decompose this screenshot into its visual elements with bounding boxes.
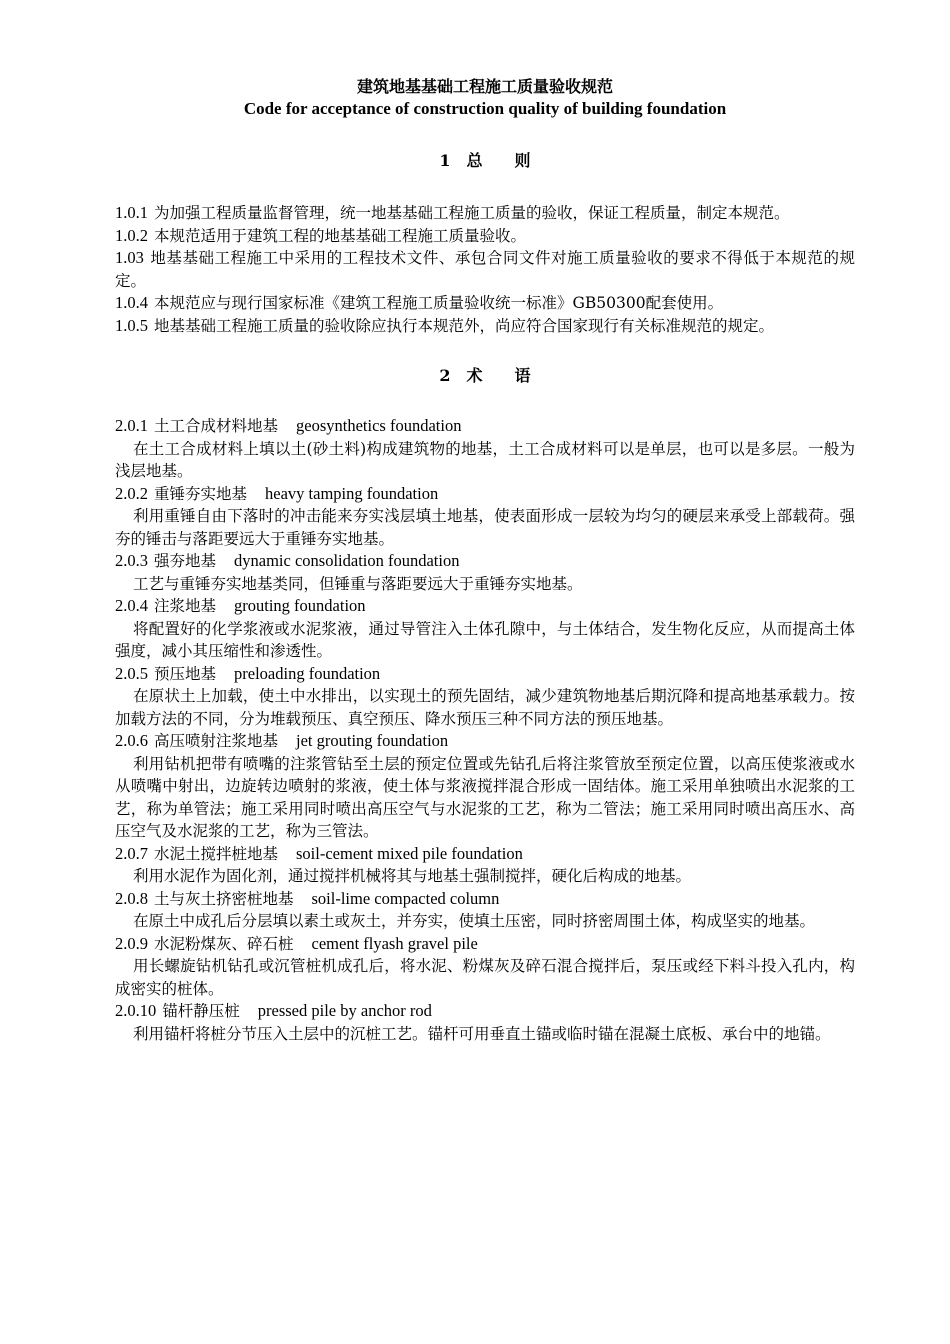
clause-1-0-5 xyxy=(115,315,855,338)
term-chinese: 高压喷射注浆地基 xyxy=(154,732,279,750)
term-2-0-9 xyxy=(115,933,855,956)
clause-text: 地基基础工程施工质量的验收除应执行本规范外，尚应符合国家现行有关标准规范的规定。 xyxy=(154,316,775,335)
clause-number: 1.0.4 xyxy=(115,293,148,312)
clause-text: 本规范适用于建筑工程的地基基础工程施工质量验收。 xyxy=(154,226,527,245)
term-english: grouting foundation xyxy=(234,596,366,615)
document-page xyxy=(115,76,855,1045)
term-number: 2.0.5 xyxy=(115,663,148,683)
term-number: 2.0.3 xyxy=(115,551,148,570)
term-2-0-10 xyxy=(115,1000,855,1023)
term-2-0-2 xyxy=(115,483,855,506)
clause-text: 为加强工程质量监督管理，统一地基基础工程施工质量的验收，保证工程质量，制定本规范。 xyxy=(154,204,790,222)
term-2-0-6 xyxy=(115,730,855,753)
term-chinese: 水泥粉煤灰、碎石桩 xyxy=(154,934,294,953)
term-chinese: 重锤夯实地基 xyxy=(154,484,248,503)
term-english: pressed pile by anchor rod xyxy=(257,1001,432,1020)
term-2-0-4 xyxy=(115,595,855,618)
term-number: 2.0.4 xyxy=(115,596,148,615)
term-english: cement flyash gravel pile xyxy=(311,933,478,953)
chapter-1-heading: 1 总 则 xyxy=(439,151,531,170)
term-definition: 在土工合成材料上填以土(砂土料)构成建筑物的地基，土工合成材料可以是单层，也可以是多层。一般为浅层地基。 xyxy=(115,439,855,480)
term-english: jet grouting foundation xyxy=(296,731,449,750)
term-definition: 利用重锤自由下落时的冲击能来夯实浅层填土地基，使表面形成一层较为均匀的硬层来承受上部载荷。强夯的锤击与落距要远大于重锤夯实地基。 xyxy=(115,507,855,548)
term-chinese: 水泥土搅拌桩地基 xyxy=(154,844,279,863)
term-definition: 在原状土上加载，使土中水排出，以实现土的预先固结，减少建筑物地基后期沉降和提高地基承载力。按加载方法的不同，分为堆载预压、真空预压、降水预压三种不同方法的预压地基。 xyxy=(115,687,855,728)
clause-number: 1.03 xyxy=(115,248,144,267)
term-definition: 用长螺旋钻机钻孔或沉管桩机成孔后，将水泥、粉煤灰及碎石混合搅拌后，泵压或经下料斗投入孔内，构成密实的桩体。 xyxy=(115,957,855,998)
term-2-0-5 xyxy=(115,663,855,686)
term-2-0-8 xyxy=(115,888,855,911)
term-number: 2.0.7 xyxy=(115,843,148,863)
term-definition: 在原土中成孔后分层填以素土或灰土，并夯实，使填土压密，同时挤密周围土体，构成坚实的地基。 xyxy=(133,912,816,930)
term-2-0-7 xyxy=(115,843,855,866)
term-number: 2.0.1 xyxy=(115,416,148,435)
clause-number: 1.0.2 xyxy=(115,225,148,245)
term-english: preloading foundation xyxy=(234,663,381,683)
chapter-2-terms xyxy=(115,415,855,1045)
clause-1-03 xyxy=(115,247,855,292)
term-2-0-1 xyxy=(115,415,855,438)
term-number: 2.0.6 xyxy=(115,731,148,750)
term-definition: 利用钻机把带有喷嘴的注浆管钻至土层的预定位置或先钻孔后将注浆管放至预定位置，以高压使浆液或水从喷嘴中射出，边旋转边喷射的浆液，使土体与浆液搅拌混合形成一固结体。施工采用单独喷出水泥浆的工艺，称为单管法；施工采用同时喷出高压空气与水泥浆的工艺，称为二管法；施工采用同时喷出高压水、高压空气及水泥浆的工艺，称为三管法。 xyxy=(115,754,855,840)
term-number: 2.0.10 xyxy=(115,1001,157,1020)
term-definition: 利用水泥作为固化剂，通过搅拌机械将其与地基土强制搅拌，硬化后构成的地基。 xyxy=(133,867,692,885)
term-definition: 工艺与重锤夯实地基类同，但锤重与落距要远大于重锤夯实地基。 xyxy=(133,574,583,593)
term-english: soil-lime compacted column xyxy=(311,888,500,908)
term-number: 2.0.2 xyxy=(115,483,148,503)
clause-1-0-4 xyxy=(115,292,855,315)
term-definition: 将配置好的化学浆液或水泥浆液，通过导管注入土体孔隙中，与土体结合，发生物化反应，从而提高土体强度，减小其压缩性和渗透性。 xyxy=(115,619,855,660)
term-number: 2.0.9 xyxy=(115,933,148,953)
term-chinese: 预压地基 xyxy=(154,664,217,683)
clause-1-0-2 xyxy=(115,225,855,248)
clause-number: 1.0.1 xyxy=(115,203,148,222)
term-chinese: 强夯地基 xyxy=(154,552,217,570)
term-chinese: 土工合成材料地基 xyxy=(154,417,279,435)
term-definition: 利用锚杆将桩分节压入土层中的沉桩工艺。锚杆可用垂直土锚或临时锚在混凝土底板、承台中的地锚。 xyxy=(133,1024,831,1043)
clause-number: 1.0.5 xyxy=(115,315,148,335)
term-chinese: 锚杆静压桩 xyxy=(162,1002,240,1020)
term-english: geosynthetics foundation xyxy=(296,416,462,435)
term-english: dynamic consolidation foundation xyxy=(234,551,460,570)
document-title-chinese: 建筑地基基础工程施工质量验收规范 xyxy=(356,77,613,96)
clause-text: 地基基础工程施工中采用的工程技术文件、承包合同文件对施工质量验收的要求不得低于本规范的规定。 xyxy=(115,249,855,290)
chapter-2-heading: 2 术 语 xyxy=(439,366,531,385)
term-chinese: 土与灰土挤密桩地基 xyxy=(154,889,294,908)
clause-1-0-1 xyxy=(115,202,855,225)
chapter-1-clauses xyxy=(115,202,855,337)
term-number: 2.0.8 xyxy=(115,888,148,908)
term-english: soil-cement mixed pile foundation xyxy=(296,843,523,863)
clause-text: 本规范应与现行国家标准《建筑工程施工质量验收统一标准》GB50300配套使用。 xyxy=(154,294,724,312)
term-chinese: 注浆地基 xyxy=(154,597,217,615)
term-english: heavy tamping foundation xyxy=(265,483,439,503)
document-title-english: Code for acceptance of construction quality of building foundation xyxy=(243,99,727,118)
term-2-0-3 xyxy=(115,550,855,573)
